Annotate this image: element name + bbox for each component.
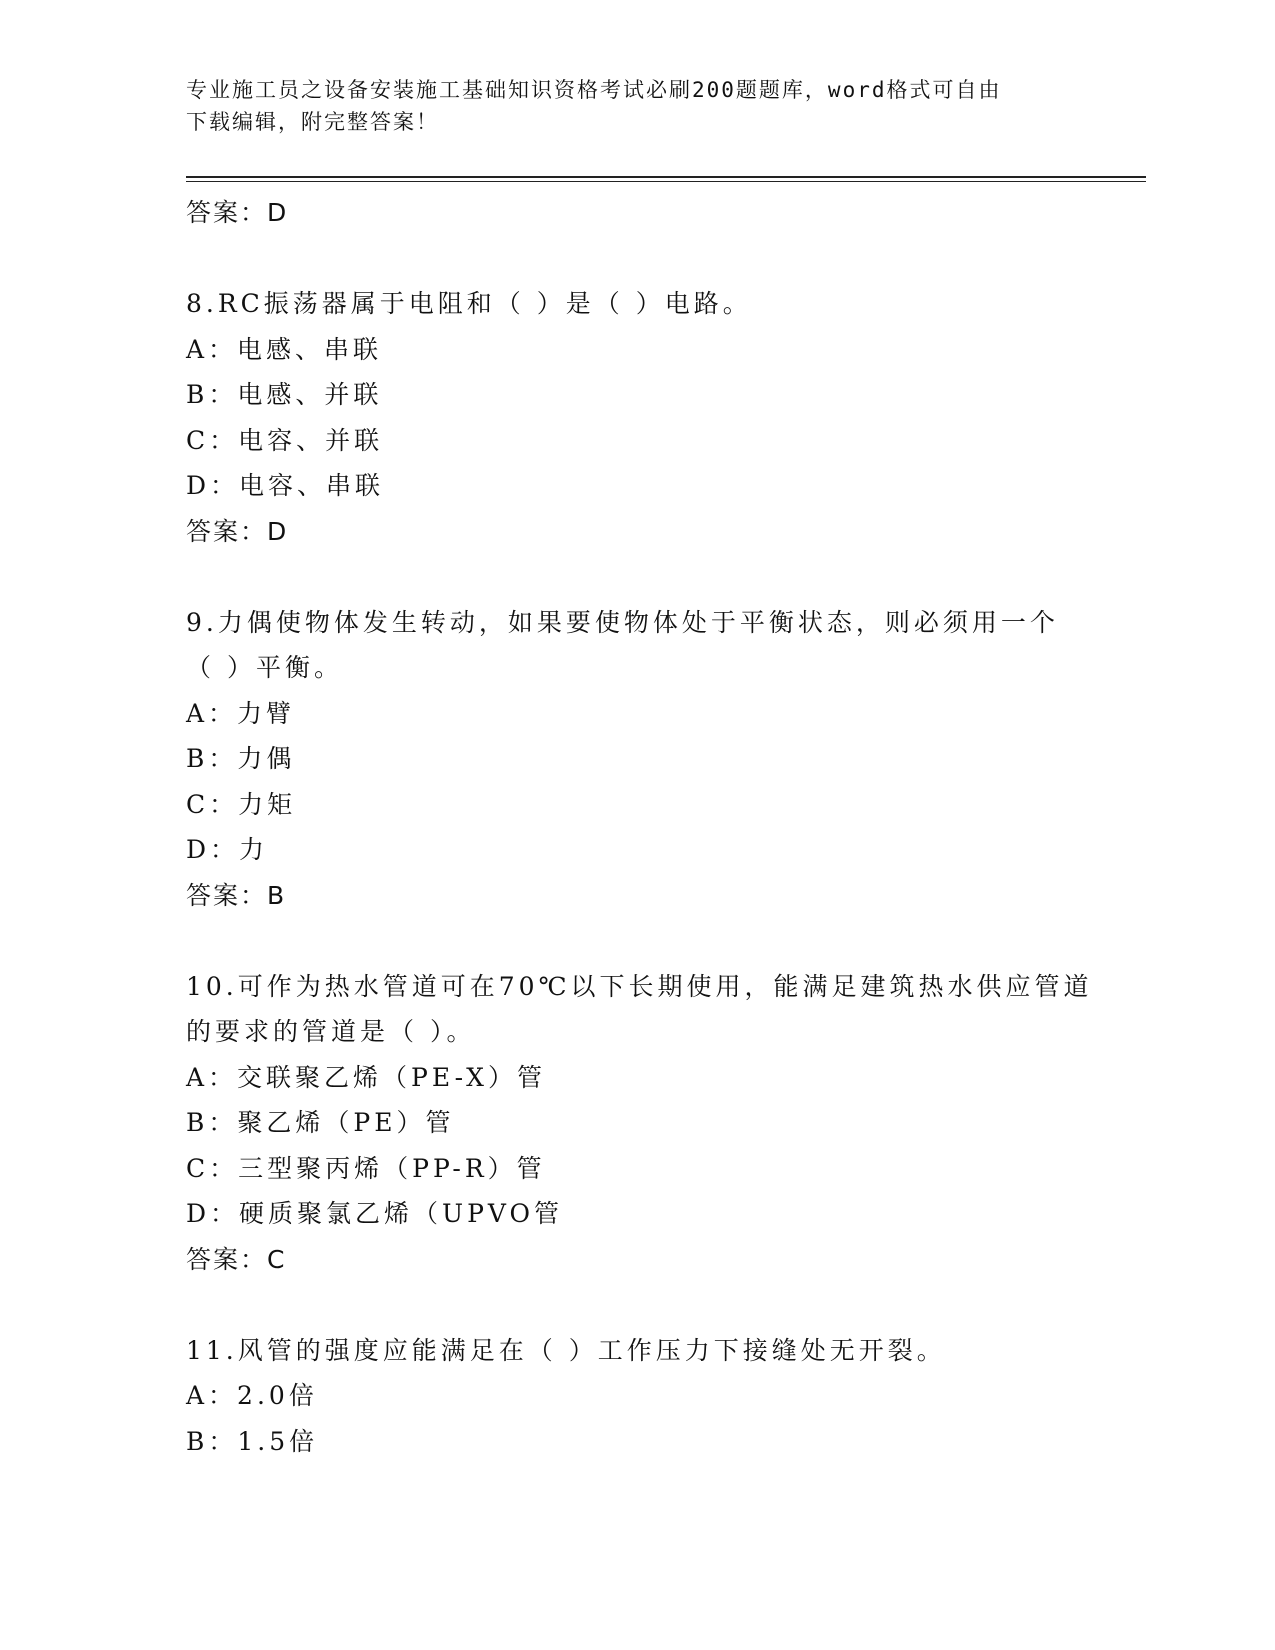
option-b: B：力偶 (186, 744, 296, 773)
header-divider (186, 176, 1146, 178)
answer-label: 答案：C (186, 1244, 287, 1274)
option-c: C：三型聚丙烯（PP-R）管 (186, 1153, 546, 1183)
header-divider-thin (186, 181, 1146, 182)
option-a: A：交联聚乙烯（PE-X）管 (186, 1062, 546, 1092)
question-stem: 11.风管的强度应能满足在（ ）工作压力下接缝处无开裂。 (186, 1335, 946, 1365)
option-a: A：力臂 (186, 698, 296, 728)
option-c: C：电容、并联 (186, 425, 384, 455)
header-line-2: 下载编辑，附完整答案！ (186, 110, 439, 134)
question-stem: 9.力偶使物体发生转动，如果要使物体处于平衡状态，则必须用一个 (186, 607, 1059, 637)
option-b: B：1.5倍 (186, 1426, 319, 1456)
question-stem: 10.可作为热水管道可在70℃以下长期使用，能满足建筑热水供应管道 (186, 971, 1093, 1001)
option-a: A：电感、串联 (186, 334, 383, 364)
previous-answer: 答案：D (186, 198, 289, 227)
spacer (186, 918, 1086, 964)
question-stem: 8.RC振荡器属于电阻和（ ）是（ ）电路。 (186, 289, 752, 318)
question-item (186, 964, 1093, 1283)
question-item (186, 600, 1086, 919)
question-stem-continued: 的要求的管道是（ ）。 (186, 1017, 476, 1046)
answer-label: 答案：D (186, 516, 289, 546)
question-item (186, 1328, 1086, 1465)
spacer (186, 1282, 1086, 1328)
option-d: D：电容、串联 (186, 471, 385, 500)
option-d: D：硬质聚氯乙烯（UPVO管 (186, 1199, 564, 1228)
option-b: B：电感、并联 (186, 380, 383, 409)
question-stem-continued: （ ）平衡。 (186, 653, 343, 682)
document-header (186, 74, 1066, 138)
answer-label: 答案：B (186, 880, 287, 910)
option-b: B：聚乙烯（PE）管 (186, 1108, 455, 1137)
option-a: A：2.0倍 (186, 1381, 318, 1410)
header-line-1: 专业施工员之设备安装施工基础知识资格考试必刷200题题库，word格式可自由 (186, 78, 1002, 102)
question-item (186, 281, 1086, 554)
question-list (186, 190, 1093, 1464)
option-d: D：力 (186, 835, 269, 864)
spacer (186, 554, 1086, 600)
option-c: C：力矩 (186, 789, 297, 819)
spacer (186, 236, 1086, 282)
